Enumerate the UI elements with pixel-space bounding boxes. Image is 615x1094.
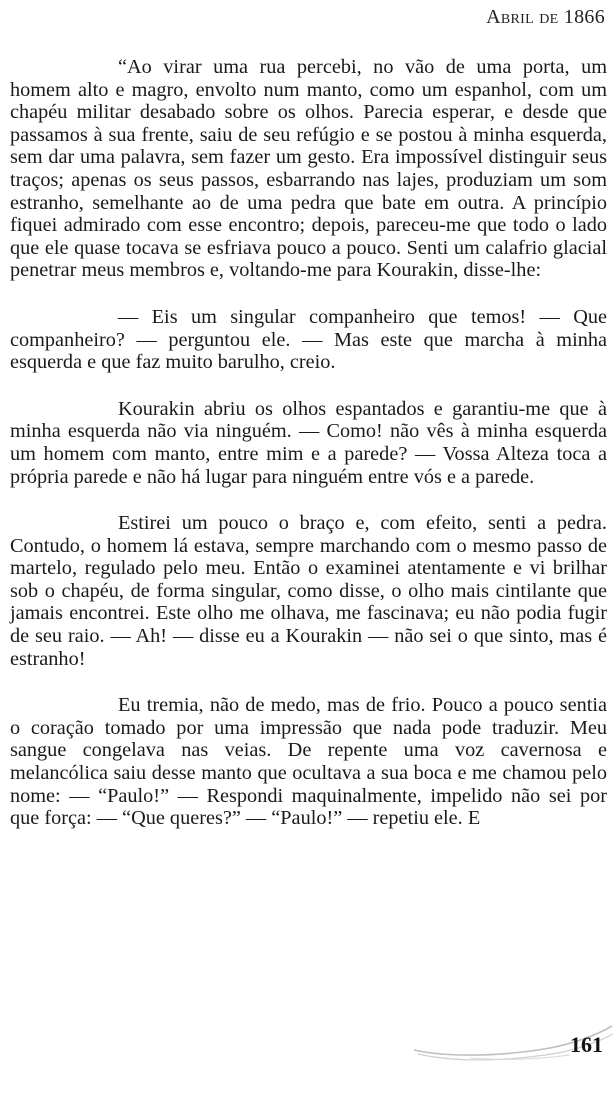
paragraph: Kourakin abriu os olhos espantados e garantiu-me que à minha esquerda não via ninguém. — Como! não vês à minha esquerda um homem com manto, entre mim e a parede? — Vossa Alteza toca a própria parede e não há lugar para ninguém entre vós e a parede.	[10, 397, 607, 488]
paragraph: Eu tremia, não de medo, mas de frio. Pouco a pouco sentia o coração tomado por uma impressão que nada pode traduzir. Meu sangue congelava nas veias. De repente uma voz cavernosa e melancólica saiu desse manto que ocultava a sua boca e me chamou pelo nome: — “Paulo!” — Respondi maquinalmente, impelido não sei por que força: — “Que queres?” — “Paulo!” — repetiu ele. E	[10, 694, 607, 830]
page-folio	[410, 1010, 615, 1080]
running-header: Abril de 1866	[486, 6, 605, 28]
paragraph: Estirei um pouco o braço e, com efeito, senti a pedra. Contudo, o homem lá estava, sempre marchando com o mesmo passo de martelo, regulado pelo meu. Então o examinei atentamente e vi brilhar sob o chapéu, de forma singular, como disse, o olho mais cintilante que jamais encontrei. Este olho me olhava, me fascinava; eu não podia fugir de seu raio. — Ah! — disse eu a Kourakin — não sei o que sinto, mas é estranho!	[10, 512, 607, 670]
body-text	[10, 56, 607, 830]
paragraph: “Ao virar uma rua percebi, no vão de uma porta, um homem alto e magro, envolto num manto, como um espanhol, com um chapéu militar desabado sobre os olhos. Parecia esperar, e desde que passamos à sua frente, saiu de seu refúgio e se postou à minha esquerda, sem dar uma palavra, sem fazer um gesto. Era impossível distinguir seus traços; apenas os seus passos, esbarrando nas lajes, produziam um som estranho, semelhante ao de uma pedra que bate em outra. A princípio fiquei admirado com esse encontro; depois, pareceu-me que todo o lado que ele quase tocava se esfriava pouco a pouco. Senti um calafrio glacial penetrar meus membros e, voltando-me para Kourakin, disse-lhe:	[10, 56, 607, 282]
page-number: 161	[570, 1032, 603, 1057]
paragraph: — Eis um singular companheiro que temos! — Que companheiro? — perguntou ele. — Mas este que marcha à minha esquerda e que faz muito barulho, creio.	[10, 305, 607, 374]
